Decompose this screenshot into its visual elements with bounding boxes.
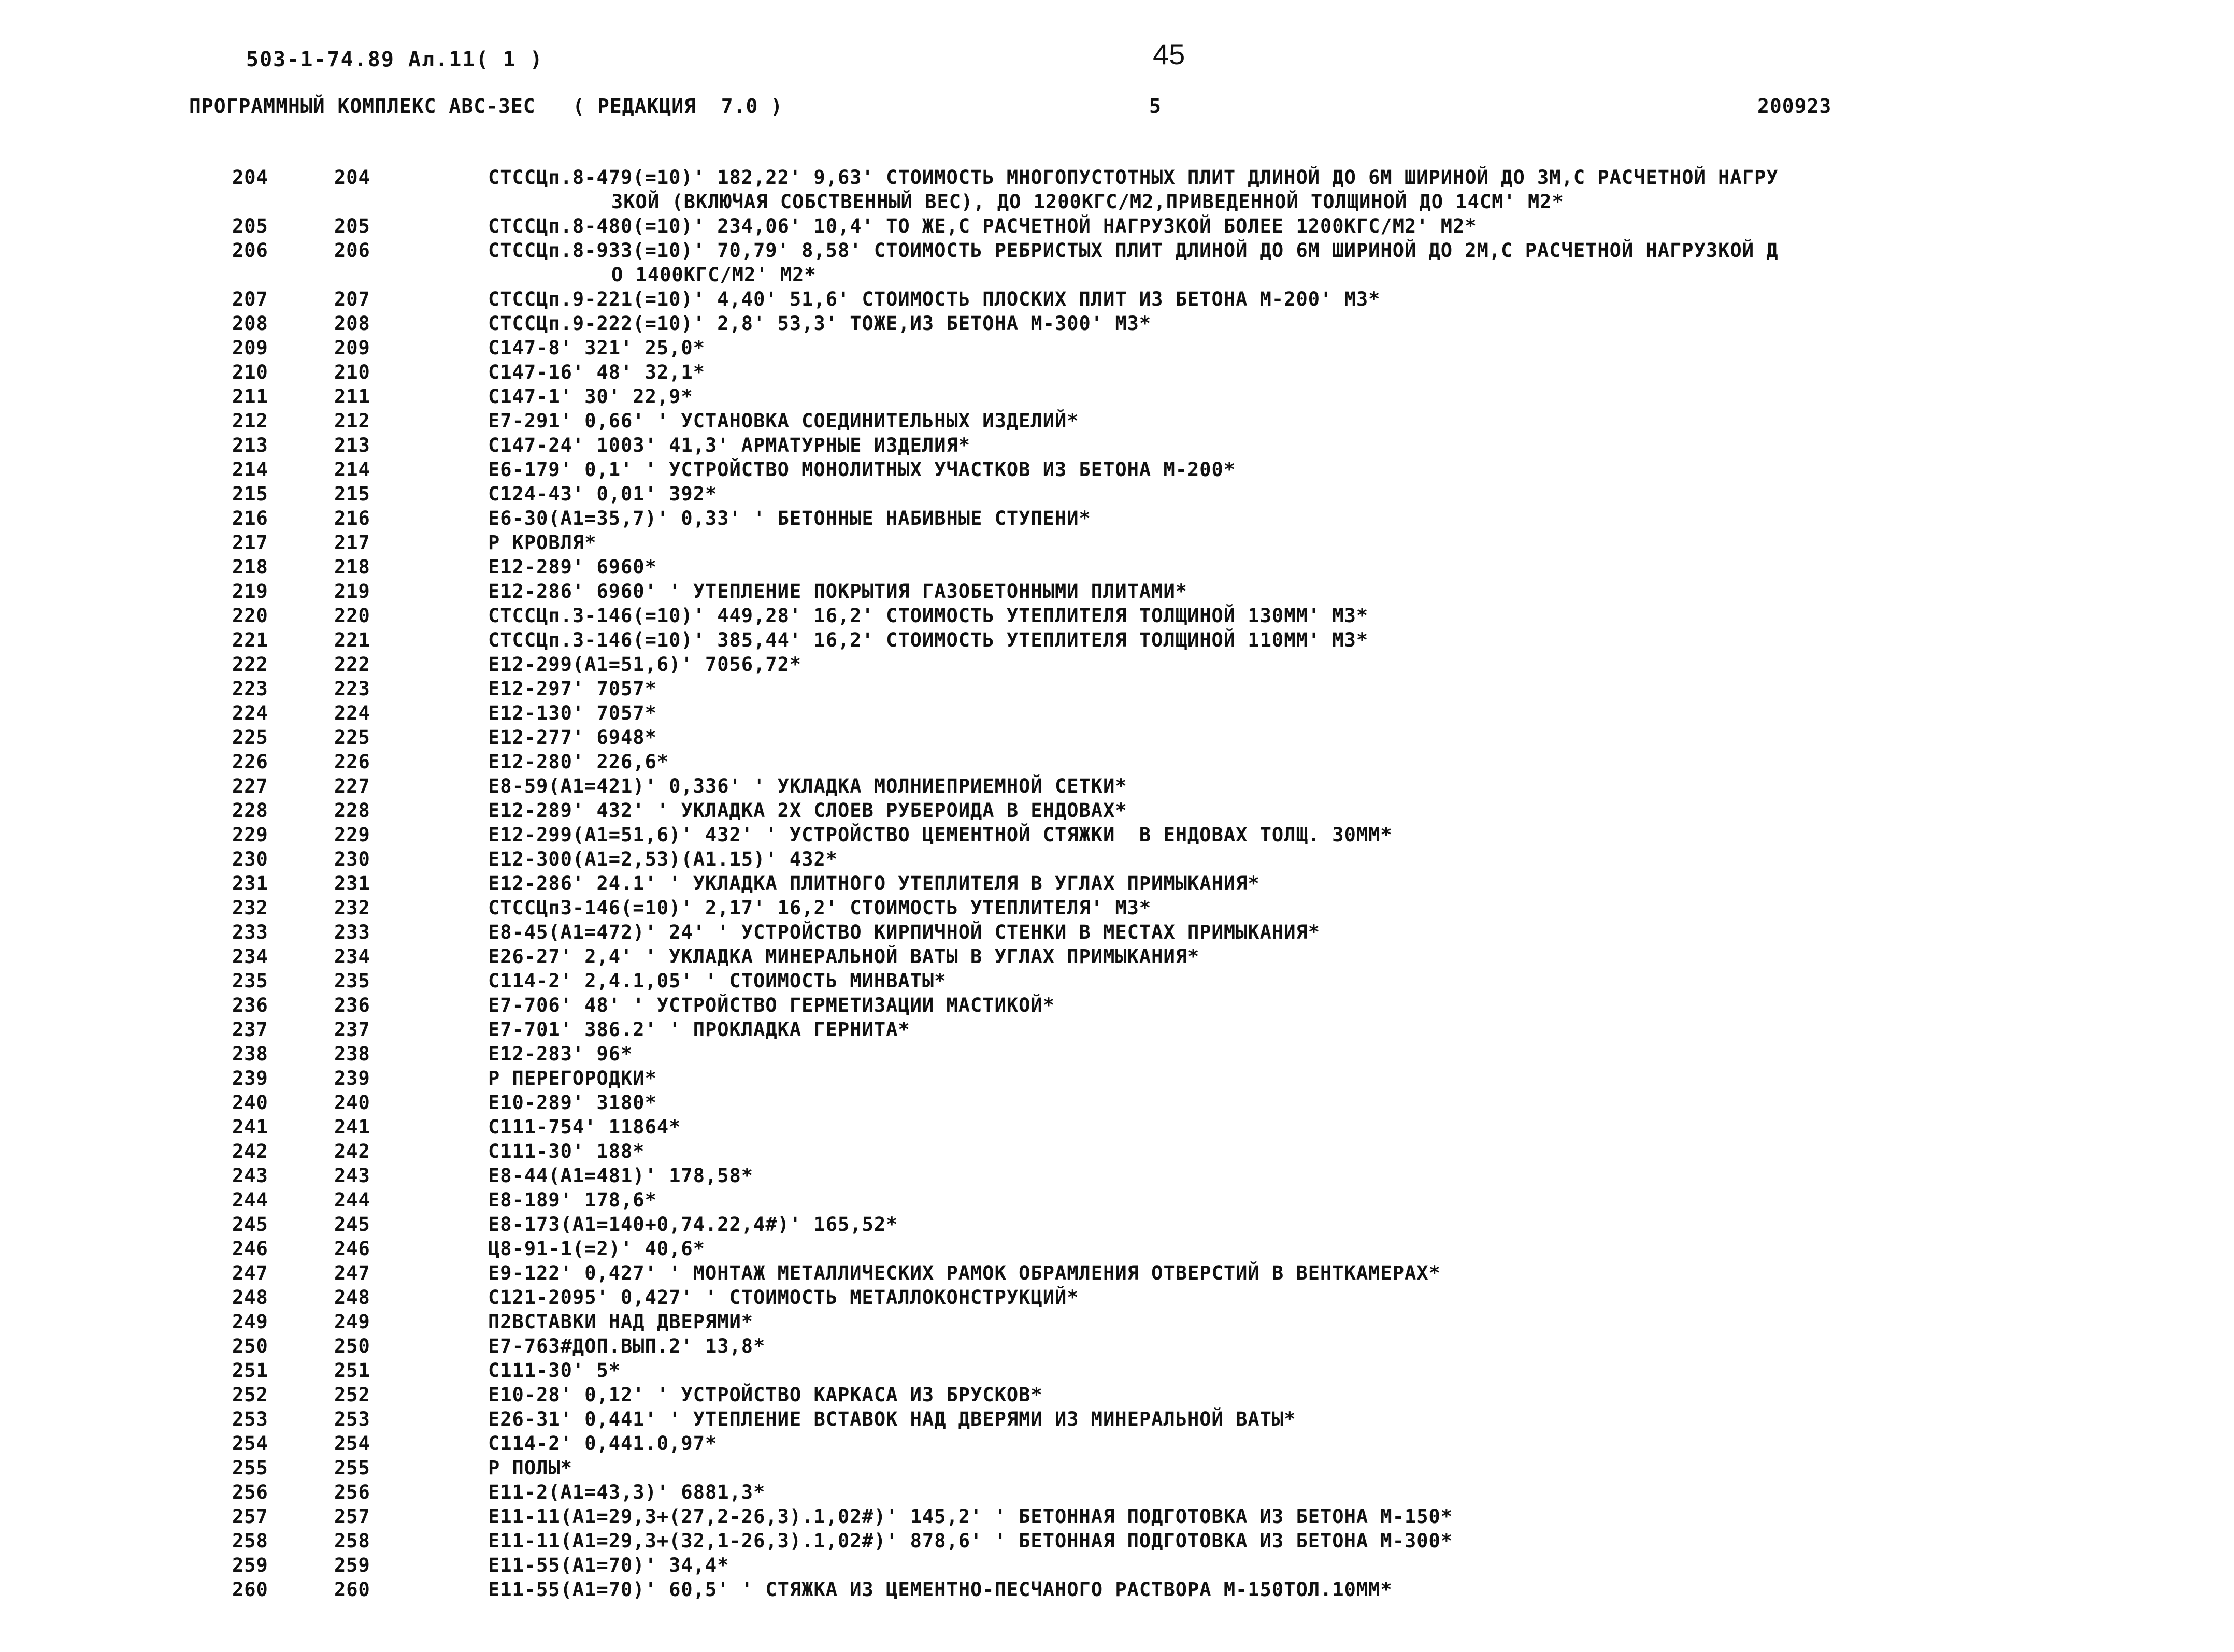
record-number: 234 [334, 945, 370, 968]
record-text: С121-2095' 0,427' ' СТОИМОСТЬ МЕТАЛЛОКОНСТРУКЦИЙ* [488, 1286, 1079, 1309]
record-text: Е10-28' 0,12' ' УСТРОЙСТВО КАРКАСА ИЗ БРУСКОВ* [488, 1384, 1043, 1406]
record-number: 225 [334, 726, 370, 749]
record-text: О 1400КГС/М2' М2* [611, 264, 817, 286]
record-text: С147-24' 1003' 41,3' АРМАТУРНЫЕ ИЗДЕЛИЯ* [488, 434, 971, 456]
record-text: Е8-44(А1=481)' 178,58* [488, 1165, 754, 1187]
record-number: 236 [334, 994, 370, 1016]
record-number: 219 [334, 580, 370, 602]
record-number: 227 [334, 775, 370, 797]
listing-row [0, 556, 2234, 580]
record-number: 208 [334, 312, 370, 335]
record-number: 244 [334, 1189, 370, 1211]
line-number: 215 [232, 483, 268, 505]
listing-row [0, 1505, 2234, 1530]
listing-row [0, 483, 2234, 507]
record-number: 238 [334, 1043, 370, 1065]
listing-row [0, 361, 2234, 385]
record-text: Е12-289' 6960* [488, 556, 657, 578]
line-number: 219 [232, 580, 268, 602]
record-text: СТССЦп.9-222(=10)' 2,8' 53,3' ТОЖЕ,ИЗ БЕТОНА М-300' М3* [488, 312, 1152, 335]
listing-row [0, 434, 2234, 458]
line-number: 229 [232, 824, 268, 846]
listing-row [0, 1481, 2234, 1505]
record-text: Е6-179' 0,1' ' УСТРОЙСТВО МОНОЛИТНЫХ УЧАСТКОВ ИЗ БЕТОНА М-200* [488, 458, 1236, 481]
line-number: 227 [232, 775, 268, 797]
record-text: Е8-45(А1=472)' 24' ' УСТРОЙСТВО КИРПИЧНОЙ СТЕНКИ В МЕСТАХ ПРИМЫКАНИЯ* [488, 921, 1321, 943]
listing-row [0, 629, 2234, 653]
record-text: Е7-291' 0,66' ' УСТАНОВКА СОЕДИНИТЕЛЬНЫХ ИЗДЕЛИЙ* [488, 410, 1079, 432]
line-number: 222 [232, 653, 268, 676]
record-number: 228 [334, 799, 370, 822]
line-number: 220 [232, 605, 268, 627]
record-text: Р ПОЛЫ* [488, 1457, 572, 1479]
listing-row [0, 410, 2234, 434]
listing-row [0, 702, 2234, 726]
line-number: 242 [232, 1140, 268, 1162]
line-number: 205 [232, 215, 268, 237]
line-number: 251 [232, 1359, 268, 1382]
line-number: 207 [232, 288, 268, 310]
record-text: С114-2' 2,4.1,05' ' СТОИМОСТЬ МИНВАТЫ* [488, 970, 947, 992]
listing-row [0, 848, 2234, 872]
listing-row [0, 1408, 2234, 1432]
listing-row [0, 751, 2234, 775]
record-number: 209 [334, 337, 370, 359]
line-number: 228 [232, 799, 268, 822]
record-text: СТССЦп.9-221(=10)' 4,40' 51,6' СТОИМОСТЬ ПЛОСКИХ ПЛИТ ИЗ БЕТОНА М-200' М3* [488, 288, 1381, 310]
line-number: 250 [232, 1335, 268, 1357]
listing-row [0, 970, 2234, 994]
record-text: С111-30' 5* [488, 1359, 621, 1382]
listing-row [0, 312, 2234, 337]
record-text: С147-16' 48' 32,1* [488, 361, 705, 383]
record-number: 239 [334, 1067, 370, 1089]
record-number: 242 [334, 1140, 370, 1162]
listing-row [0, 1067, 2234, 1091]
record-number: 249 [334, 1311, 370, 1333]
listing-row [0, 288, 2234, 312]
line-number: 231 [232, 872, 268, 895]
record-number: 211 [334, 385, 370, 408]
record-text: Е12-286' 24.1' ' УКЛАДКА ПЛИТНОГО УТЕПЛИТЕЛЯ В УГЛАХ ПРИМЫКАНИЯ* [488, 872, 1260, 895]
listing-row [0, 872, 2234, 897]
line-number: 234 [232, 945, 268, 968]
record-text: СТССЦп.8-479(=10)' 182,22' 9,63' СТОИМОСТЬ МНОГОПУСТОТНЫХ ПЛИТ ДЛИНОЙ ДО 6М ШИРИНОЙ ДО 3М,С РАСЧЕТНОЙ НАГРУ [488, 166, 1779, 189]
listing-row [0, 799, 2234, 824]
line-number: 233 [232, 921, 268, 943]
listing-row [0, 1311, 2234, 1335]
record-number: 217 [334, 531, 370, 554]
record-number: 260 [334, 1578, 370, 1601]
listing [0, 166, 2234, 1603]
record-text: Е9-122' 0,427' ' МОНТАЖ МЕТАЛЛИЧЕСКИХ РАМОК ОБРАМЛЕНИЯ ОТВЕРСТИЙ В ВЕНТКАМЕРАХ* [488, 1262, 1441, 1284]
line-number: 248 [232, 1286, 268, 1309]
line-number: 245 [232, 1213, 268, 1236]
listing-row [0, 1530, 2234, 1554]
line-number: 238 [232, 1043, 268, 1065]
listing-row [0, 1578, 2234, 1603]
listing-row [0, 945, 2234, 970]
record-text: С111-30' 188* [488, 1140, 645, 1162]
line-number: 218 [232, 556, 268, 578]
line-number: 241 [232, 1116, 268, 1138]
record-number: 221 [334, 629, 370, 651]
record-number: 235 [334, 970, 370, 992]
record-text: Е11-55(А1=70)' 60,5' ' СТЯЖКА ИЗ ЦЕМЕНТНО-ПЕСЧАНОГО РАСТВОРА М-150ТОЛ.10ММ* [488, 1578, 1393, 1601]
listing-row [0, 1335, 2234, 1359]
record-number: 258 [334, 1530, 370, 1552]
listing-row [0, 531, 2234, 556]
line-number: 213 [232, 434, 268, 456]
record-text: С114-2' 0,441.0,97* [488, 1432, 718, 1455]
record-text: Е12-286' 6960' ' УТЕПЛЕНИЕ ПОКРЫТИЯ ГАЗОБЕТОННЫМИ ПЛИТАМИ* [488, 580, 1188, 602]
record-text: Е8-59(А1=421)' 0,336' ' УКЛАДКА МОЛНИЕПРИЕМНОЙ СЕТКИ* [488, 775, 1127, 797]
record-number: 253 [334, 1408, 370, 1430]
record-number: 254 [334, 1432, 370, 1455]
record-number: 237 [334, 1018, 370, 1041]
record-text: Е26-31' 0,441' ' УТЕПЛЕНИЕ ВСТАВОК НАД ДВЕРЯМИ ИЗ МИНЕРАЛЬНОЙ ВАТЫ* [488, 1408, 1296, 1430]
record-text: Р ПЕРЕГОРОДКИ* [488, 1067, 657, 1089]
listing-row [0, 824, 2234, 848]
listing-continuation-row [0, 264, 2234, 288]
listing-row [0, 678, 2234, 702]
print-date: 200923 [1757, 95, 1832, 118]
listing-row [0, 1116, 2234, 1140]
record-number: 231 [334, 872, 370, 895]
line-number: 257 [232, 1505, 268, 1528]
record-number: 214 [334, 458, 370, 481]
listing-row [0, 166, 2234, 191]
listing-row [0, 1018, 2234, 1043]
listing-row [0, 1165, 2234, 1189]
line-number: 244 [232, 1189, 268, 1211]
record-number: 204 [334, 166, 370, 189]
record-number: 232 [334, 897, 370, 919]
line-number: 221 [232, 629, 268, 651]
record-text: СТССЦп.8-480(=10)' 234,06' 10,4' ТО ЖЕ,С РАСЧЕТНОЙ НАГРУЗКОЙ БОЛЕЕ 1200КГС/М2' М2* [488, 215, 1477, 237]
record-text: С124-43' 0,01' 392* [488, 483, 718, 505]
line-number: 209 [232, 337, 268, 359]
listing-row [0, 605, 2234, 629]
record-text: Е12-289' 432' ' УКЛАДКА 2Х СЛОЕВ РУБЕРОИДА В ЕНДОВАХ* [488, 799, 1127, 822]
page-number: 45 [1153, 38, 1185, 70]
record-number: 241 [334, 1116, 370, 1138]
record-text: Ц8-91-1(=2)' 40,6* [488, 1238, 705, 1260]
listing-row [0, 1213, 2234, 1238]
record-number: 226 [334, 751, 370, 773]
line-number: 260 [232, 1578, 268, 1601]
record-number: 229 [334, 824, 370, 846]
line-number: 223 [232, 678, 268, 700]
listing-row [0, 1091, 2234, 1116]
record-number: 213 [334, 434, 370, 456]
record-text: П2ВСТАВКИ НАД ДВЕРЯМИ* [488, 1311, 754, 1333]
line-number: 216 [232, 507, 268, 529]
line-number: 252 [232, 1384, 268, 1406]
line-number: 230 [232, 848, 268, 870]
listing-row [0, 921, 2234, 945]
listing-row [0, 507, 2234, 531]
record-text: Е12-300(А1=2,53)(А1.15)' 432* [488, 848, 838, 870]
line-number: 236 [232, 994, 268, 1016]
record-number: 251 [334, 1359, 370, 1382]
record-text: Е7-763#ДОП.ВЫП.2' 13,8* [488, 1335, 766, 1357]
line-number: 256 [232, 1481, 268, 1503]
record-number: 218 [334, 556, 370, 578]
record-number: 243 [334, 1165, 370, 1187]
line-number: 212 [232, 410, 268, 432]
document-code: 503-1-74.89 Ал.11( 1 ) [246, 48, 543, 71]
record-number: 222 [334, 653, 370, 676]
line-number: 249 [232, 1311, 268, 1333]
record-text: С147-8' 321' 25,0* [488, 337, 705, 359]
line-number: 239 [232, 1067, 268, 1089]
listing-row [0, 1554, 2234, 1578]
record-text: СТССЦп.3-146(=10)' 449,28' 16,2' СТОИМОСТЬ УТЕПЛИТЕЛЯ ТОЛЩИНОЙ 130ММ' М3* [488, 605, 1369, 627]
line-number: 210 [232, 361, 268, 383]
listing-row [0, 1286, 2234, 1311]
line-number: 258 [232, 1530, 268, 1552]
listing-row [0, 1043, 2234, 1067]
record-text: Е12-280' 226,6* [488, 751, 669, 773]
record-text: Е12-277' 6948* [488, 726, 657, 749]
record-number: 206 [334, 239, 370, 262]
record-text: Е10-289' 3180* [488, 1091, 657, 1114]
line-number: 206 [232, 239, 268, 262]
program-title: ПРОГРАММНЫЙ КОМПЛЕКС АВС-3ЕС ( РЕДАКЦИЯ 7.0 ) [189, 95, 783, 118]
listing-row [0, 653, 2234, 678]
line-number: 214 [232, 458, 268, 481]
record-text: ЗКОЙ (ВКЛЮЧАЯ СОБСТВЕННЫЙ ВЕС), ДО 1200КГС/М2,ПРИВЕДЕННОЙ ТОЛЩИНОЙ ДО 14СМ' М2* [611, 191, 1564, 213]
listing-row [0, 215, 2234, 239]
record-text: Е11-11(А1=29,3+(27,2-26,3).1,02#)' 145,2' ' БЕТОННАЯ ПОДГОТОВКА ИЗ БЕТОНА М-150* [488, 1505, 1453, 1528]
listing-row [0, 385, 2234, 410]
record-text: Е12-283' 96* [488, 1043, 633, 1065]
listing-row [0, 994, 2234, 1018]
record-number: 246 [334, 1238, 370, 1260]
record-text: СТССЦп3-146(=10)' 2,17' 16,2' СТОИМОСТЬ УТЕПЛИТЕЛЯ' М3* [488, 897, 1152, 919]
line-number: 254 [232, 1432, 268, 1455]
listing-row [0, 726, 2234, 751]
record-number: 215 [334, 483, 370, 505]
record-text: Е8-173(А1=140+0,74.22,4#)' 165,52* [488, 1213, 898, 1236]
line-number: 217 [232, 531, 268, 554]
record-text: Е12-297' 7057* [488, 678, 657, 700]
record-number: 216 [334, 507, 370, 529]
record-number: 220 [334, 605, 370, 627]
record-text: Е26-27' 2,4' ' УКЛАДКА МИНЕРАЛЬНОЙ ВАТЫ В УГЛАХ ПРИМЫКАНИЯ* [488, 945, 1200, 968]
line-number: 224 [232, 702, 268, 724]
record-number: 256 [334, 1481, 370, 1503]
line-number: 237 [232, 1018, 268, 1041]
line-number: 253 [232, 1408, 268, 1430]
listing-row [0, 1140, 2234, 1165]
line-number: 226 [232, 751, 268, 773]
record-text: СТССЦп.3-146(=10)' 385,44' 16,2' СТОИМОСТЬ УТЕПЛИТЕЛЯ ТОЛЩИНОЙ 110ММ' М3* [488, 629, 1369, 651]
record-number: 210 [334, 361, 370, 383]
listing-row [0, 458, 2234, 483]
record-text: Е7-706' 48' ' УСТРОЙСТВО ГЕРМЕТИЗАЦИИ МАСТИКОЙ* [488, 994, 1055, 1016]
record-number: 212 [334, 410, 370, 432]
record-number: 245 [334, 1213, 370, 1236]
record-number: 248 [334, 1286, 370, 1309]
line-number: 255 [232, 1457, 268, 1479]
record-number: 207 [334, 288, 370, 310]
line-number: 211 [232, 385, 268, 408]
subpage-number: 5 [1149, 95, 1161, 118]
record-text: С147-1' 30' 22,9* [488, 385, 693, 408]
line-number: 225 [232, 726, 268, 749]
record-text: Е12-299(А1=51,6)' 432' ' УСТРОЙСТВО ЦЕМЕНТНОЙ СТЯЖКИ В ЕНДОВАХ ТОЛЩ. 30ММ* [488, 824, 1393, 846]
listing-row [0, 239, 2234, 264]
record-text: С111-754' 11864* [488, 1116, 681, 1138]
line-number: 246 [232, 1238, 268, 1260]
line-number: 204 [232, 166, 268, 189]
listing-row [0, 775, 2234, 799]
record-number: 223 [334, 678, 370, 700]
line-number: 235 [232, 970, 268, 992]
record-number: 257 [334, 1505, 370, 1528]
record-number: 247 [334, 1262, 370, 1284]
listing-row [0, 1384, 2234, 1408]
line-number: 232 [232, 897, 268, 919]
record-text: Е6-30(А1=35,7)' 0,33' ' БЕТОННЫЕ НАБИВНЫЕ СТУПЕНИ* [488, 507, 1091, 529]
listing-row [0, 1238, 2234, 1262]
listing-row [0, 580, 2234, 605]
listing-row [0, 1359, 2234, 1384]
record-text: Е11-11(А1=29,3+(32,1-26,3).1,02#)' 878,6' ' БЕТОННАЯ ПОДГОТОВКА ИЗ БЕТОНА М-300* [488, 1530, 1453, 1552]
listing-row [0, 1189, 2234, 1213]
line-number: 247 [232, 1262, 268, 1284]
record-number: 233 [334, 921, 370, 943]
record-text: СТССЦп.8-933(=10)' 70,79' 8,58' СТОИМОСТЬ РЕБРИСТЫХ ПЛИТ ДЛИНОЙ ДО 6М ШИРИНОЙ ДО 2М,С РАСЧЕТНОЙ НАГРУЗКОЙ Д [488, 239, 1779, 262]
record-text: Р КРОВЛЯ* [488, 531, 597, 554]
record-number: 255 [334, 1457, 370, 1479]
record-text: Е8-189' 178,6* [488, 1189, 657, 1211]
record-number: 224 [334, 702, 370, 724]
record-number: 252 [334, 1384, 370, 1406]
record-text: Е12-299(А1=51,6)' 7056,72* [488, 653, 802, 676]
line-number: 240 [232, 1091, 268, 1114]
record-text: Е12-130' 7057* [488, 702, 657, 724]
record-number: 205 [334, 215, 370, 237]
listing-row [0, 1457, 2234, 1481]
listing-row [0, 1432, 2234, 1457]
record-number: 240 [334, 1091, 370, 1114]
record-text: Е11-55(А1=70)' 34,4* [488, 1554, 729, 1576]
listing-row [0, 897, 2234, 921]
record-number: 250 [334, 1335, 370, 1357]
listing-row [0, 337, 2234, 361]
record-text: Е7-701' 386.2' ' ПРОКЛАДКА ГЕРНИТА* [488, 1018, 910, 1041]
record-number: 259 [334, 1554, 370, 1576]
listing-continuation-row [0, 191, 2234, 215]
listing-row [0, 1262, 2234, 1286]
line-number: 208 [232, 312, 268, 335]
line-number: 259 [232, 1554, 268, 1576]
record-number: 230 [334, 848, 370, 870]
record-text: Е11-2(А1=43,3)' 6881,3* [488, 1481, 766, 1503]
line-number: 243 [232, 1165, 268, 1187]
